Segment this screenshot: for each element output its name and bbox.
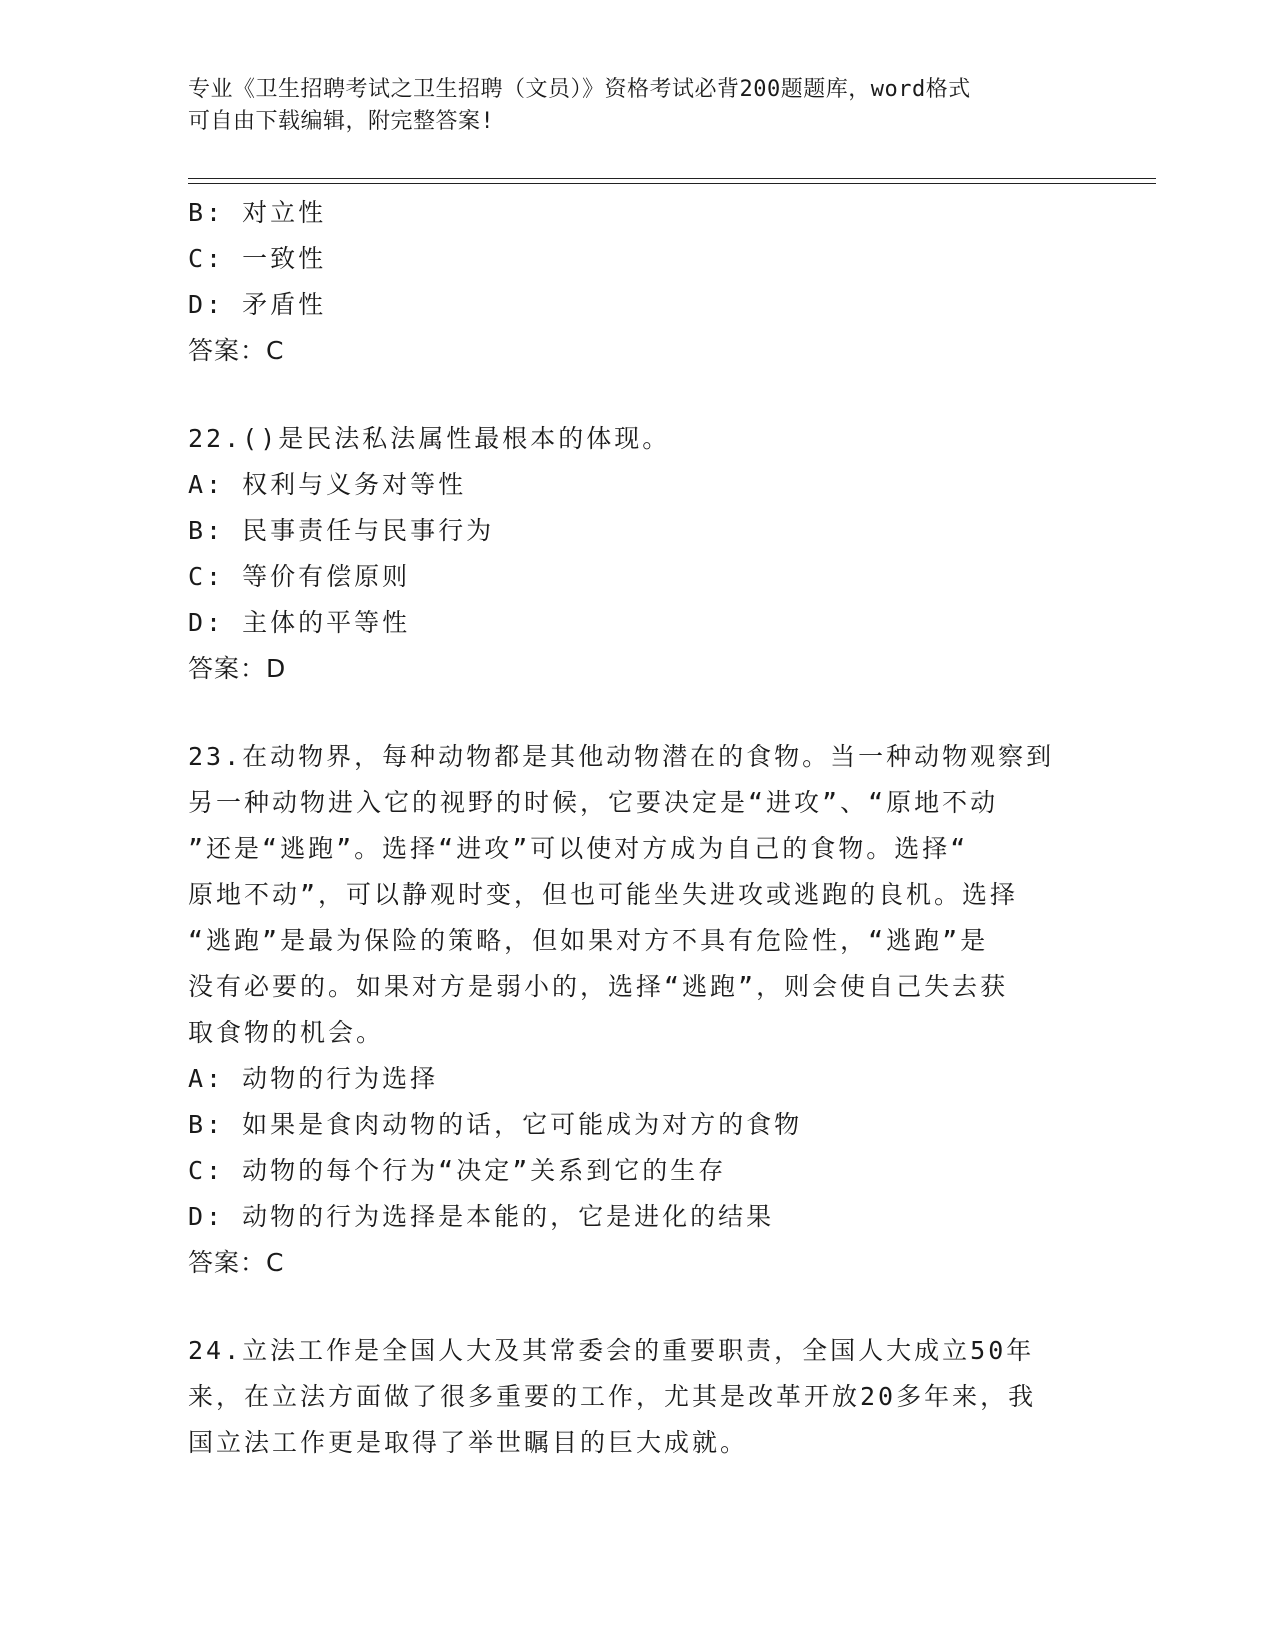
option-b: B: 民事责任与民事行为 xyxy=(188,516,495,545)
option-a: A: 动物的行为选择 xyxy=(188,1064,439,1093)
option-c: C: 等价有偿原则 xyxy=(188,562,411,591)
option-c: C: 一致性 xyxy=(188,244,327,273)
option-d: D: 矛盾性 xyxy=(188,290,327,319)
option-d: D: 动物的行为选择是本能的，它是进化的结果 xyxy=(188,1202,775,1231)
header-line-1: 专业《卫生招聘考试之卫生招聘（文员）》资格考试必背200题题库，word格式 xyxy=(188,77,971,102)
question-stem: 22.()是民法私法属性最根本的体现。 xyxy=(188,424,671,453)
answer: 答案：C xyxy=(188,1248,285,1277)
option-c: C: 动物的每个行为“决定”关系到它的生存 xyxy=(188,1156,727,1185)
question-stem-line: ”还是“逃跑”。选择“进攻”可以使对方成为自己的食物。选择“ xyxy=(188,834,969,863)
question-stem-line: 国立法工作更是取得了举世瞩目的巨大成就。 xyxy=(188,1428,749,1457)
question-stem-line: “逃跑”是最为保险的策略，但如果对方不具有危险性，“逃跑”是 xyxy=(188,926,989,955)
answer: 答案：D xyxy=(188,654,287,683)
question-21 xyxy=(188,190,1088,374)
option-b: B: 如果是食肉动物的话，它可能成为对方的食物 xyxy=(188,1110,803,1139)
question-stem-line: 23.在动物界，每种动物都是其他动物潜在的食物。当一种动物观察到 xyxy=(188,742,1055,771)
document-header xyxy=(188,74,1068,138)
question-stem-line: 取食物的机会。 xyxy=(188,1018,385,1047)
question-stem-line: 24.立法工作是全国人大及其常委会的重要职责，全国人大成立50年 xyxy=(188,1336,1035,1365)
question-stem-line: 原地不动”，可以静观时变，但也可能坐失进攻或逃跑的良机。选择 xyxy=(188,880,1019,909)
question-23 xyxy=(188,734,1088,1286)
question-stem-line: 另一种动物进入它的视野的时候，它要决定是“进攻”、“原地不动 xyxy=(188,788,999,817)
question-stem-line: 没有必要的。如果对方是弱小的，选择“逃跑”，则会使自己失去获 xyxy=(188,972,1009,1001)
header-line-2: 可自由下载编辑，附完整答案! xyxy=(188,109,495,134)
header-divider-top xyxy=(188,178,1156,179)
document-body xyxy=(188,190,1088,1466)
option-b: B: 对立性 xyxy=(188,198,327,227)
question-stem-line: 来，在立法方面做了很多重要的工作，尤其是改革开放20多年来，我 xyxy=(188,1382,1037,1411)
option-a: A: 权利与义务对等性 xyxy=(188,470,467,499)
answer: 答案：C xyxy=(188,336,285,365)
header-divider-bottom xyxy=(188,183,1156,184)
option-d: D: 主体的平等性 xyxy=(188,608,411,637)
question-24 xyxy=(188,1328,1088,1466)
question-22 xyxy=(188,416,1088,692)
